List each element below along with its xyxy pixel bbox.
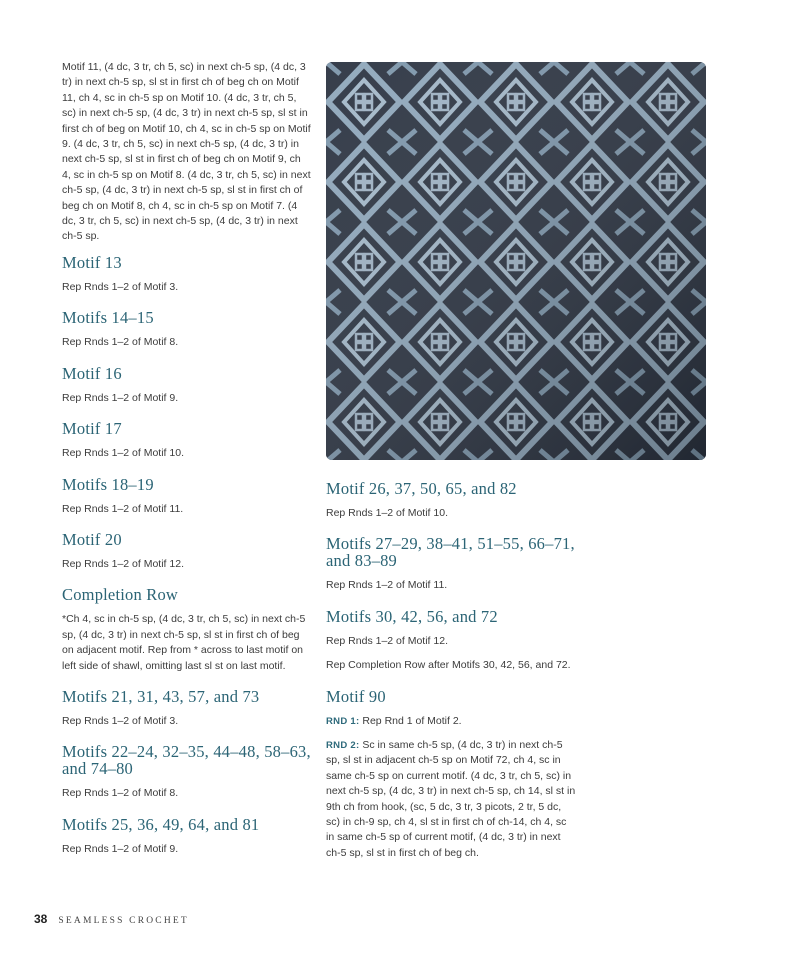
section-text: *Ch 4, sc in ch-5 sp, (4 dc, 3 tr, ch 5, sc) in next ch-5 sp, (4 dc, 3 tr) in next ch-5 sp, sl st in first ch of beg on adjacent motif. Rep from * across to last motif on left side of shawl, omitting last sl st on last motif. — [62, 613, 306, 672]
section-text-secondary: Rep Completion Row after Motifs 30, 42, 56, and 72. — [326, 659, 571, 672]
section-motifs-27-89 — [326, 535, 576, 593]
section-text: Rep Rnds 1–2 of Motif 12. — [326, 634, 448, 647]
section-heading: Motif 90 — [326, 686, 386, 706]
section-heading: Motifs 25, 36, 49, 64, and 81 — [62, 814, 260, 834]
round-1-text: Rep Rnd 1 of Motif 2. — [359, 714, 462, 727]
section-text: Rep Rnds 1–2 of Motif 10. — [326, 507, 448, 519]
section-text: Rep Rnds 1–2 of Motif 9. — [62, 391, 179, 404]
round-1-label: RND 1: — [326, 715, 360, 727]
section-text: Rep Rnds 1–2 of Motif 11. — [62, 502, 184, 515]
round-2-label: RND 2: — [326, 740, 360, 752]
round-2-paragraph — [326, 738, 576, 861]
section-motif-90 — [326, 688, 576, 862]
section-motif-17 — [62, 420, 312, 461]
section-text: Rep Rnds 1–2 of Motif 10. — [62, 447, 184, 460]
section-heading: Motif 13 — [62, 252, 122, 272]
section-motifs-21-73 — [62, 688, 312, 729]
section-text: Rep Rnds 1–2 of Motif 3. — [62, 714, 179, 727]
left-column — [62, 60, 312, 871]
section-motifs-22-80 — [62, 743, 312, 801]
running-head: SEAMLESS CROCHET — [58, 916, 189, 926]
section-heading: Motifs 27–29, 38–41, 51–55, 66–71, and 83–89 — [326, 534, 575, 571]
section-text: Rep Rnds 1–2 of Motif 3. — [62, 280, 179, 293]
section-text: Rep Rnds 1–2 of Motif 8. — [62, 336, 179, 349]
section-heading: Motifs 18–19 — [62, 474, 154, 494]
section-motif-13 — [62, 254, 312, 295]
right-column — [326, 480, 576, 875]
section-text: Rep Rnds 1–2 of Motif 8. — [62, 787, 179, 800]
section-motif-20 — [62, 531, 312, 572]
section-motifs-14-15 — [62, 309, 312, 350]
section-heading: Motif 26, 37, 50, 65, and 82 — [326, 479, 517, 498]
section-heading: Motifs 14–15 — [62, 308, 154, 328]
page-footer — [34, 912, 189, 926]
section-heading: Motifs 30, 42, 56, and 72 — [326, 606, 498, 626]
section-motifs-30-72 — [326, 608, 576, 674]
crochet-pattern-illustration — [326, 62, 706, 460]
section-heading: Motif 16 — [62, 363, 122, 383]
intro-paragraph: Motif 11, (4 dc, 3 tr, ch 5, sc) in next ch-5 sp, (4 dc, 3 tr) in next ch-5 sp, sl st in first ch of beg ch on Motif 11, ch 4, sc in ch-5 sp on Motif 10. (4 dc, 3 tr, ch 5, sc) in next ch-5 sp, (4 dc, 3 tr) in next ch-5 sp, sl st in first ch of beg on Motif 10, ch 4, sc in ch-5 sp on Motif 9. (4 dc, 3 tr, ch 5, sc) in next ch-5 sp, (4 dc, 3 tr) in next ch-5 sp, sl st in first ch of beg ch on Motif 9, ch 4, sc in ch-5 sp on Motif 8. (4 dc, 3 tr, ch 5, sc) in next ch-5 sp, (4 dc, 3 tr) in next ch-5 sp, sl st in first ch of beg ch on Motif 8, ch 4, sc in ch-5 sp on Motif 7. (4 dc, 3 tr, ch 5, sc) in next ch-5 sp, (4 dc, 3 tr) in next ch-5 sp. — [62, 61, 311, 243]
section-text: Rep Rnds 1–2 of Motif 9. — [62, 842, 179, 855]
section-text: Rep Rnds 1–2 of Motif 11. — [326, 579, 448, 592]
section-completion-row — [62, 586, 312, 674]
section-heading: Motif 17 — [62, 419, 122, 439]
section-text: Rep Rnds 1–2 of Motif 12. — [62, 557, 184, 570]
section-motif-16 — [62, 365, 312, 406]
section-motifs-18-19 — [62, 476, 312, 517]
section-heading: Motifs 21, 31, 43, 57, and 73 — [62, 686, 260, 706]
crochet-lace-photo — [326, 62, 706, 460]
section-heading: Motif 20 — [62, 529, 122, 549]
page-number: 38 — [34, 912, 48, 926]
section-heading: Completion Row — [62, 585, 179, 605]
round-1-paragraph — [326, 714, 576, 729]
round-2-text: Sc in same ch-5 sp, (4 dc, 3 tr) in next ch-5 sp, sl st in adjacent ch-5 sp on Motif 72, ch 4, sc in same ch-5 sp on current motif. (4 dc, 3 tr, ch 5, sc) in next ch-5 sp, (4 dc, 3 tr) in next ch-5 sp, ch 14, sl st in 9th ch from hook, (sc, 5 dc, 3 tr, 3 picots, 2 tr, 5 dc, sc) in ch-9 sp, ch 4, sl st in first ch of ch-14, ch 4, sc in same ch-5 sp of current motif, (4 dc, 3 tr) in next ch-5 sp, sl st in first ch of beg ch. — [326, 739, 576, 859]
section-motif-26-82 — [326, 480, 576, 521]
section-heading: Motifs 22–24, 32–35, 44–48, 58–63, and 74–80 — [62, 742, 311, 779]
section-motifs-25-81 — [62, 816, 312, 857]
